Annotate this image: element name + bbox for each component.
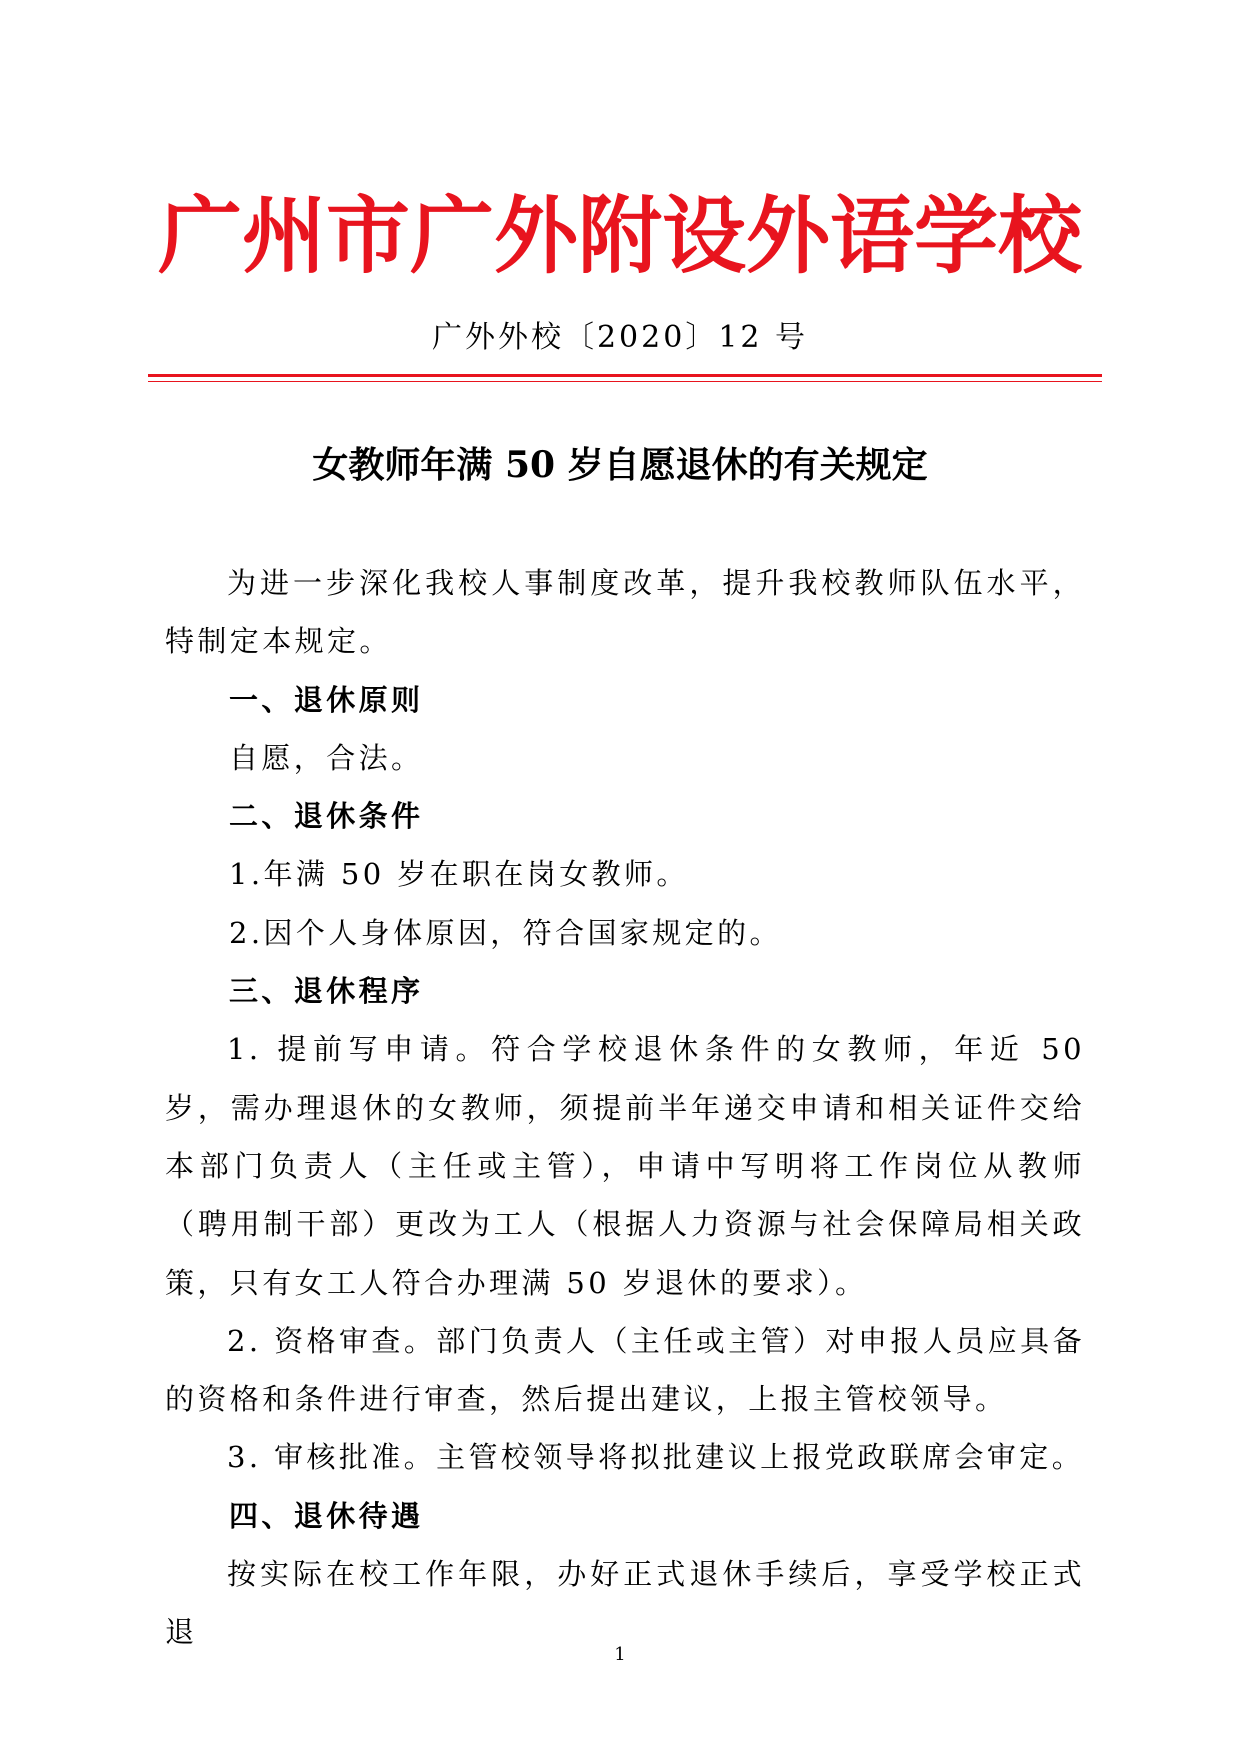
red-divider-thick [148,374,1102,377]
red-divider-thin [148,381,1102,382]
section-heading-benefits: 四、退休待遇 [229,1498,424,1533]
section-heading-conditions: 二、退休条件 [229,799,424,834]
procedure-item-2: 2. 资格审查。部门负责人（主任或主管）对申报人员应具备的资格和条件进行审查，然后提出建议，上报主管校领导。 [165,1323,1085,1417]
procedure-item-3: 3. 审核批准。主管校领导将拟批建议上报党政联席会审定。 [227,1440,1085,1475]
document-body [165,554,1085,1662]
condition-item-2: 2.因个人身体原因，符合国家规定的。 [229,915,782,950]
org-title: 广州市广外附设外语学校 [157,186,1082,285]
section-heading-principles: 一、退休原则 [229,682,424,717]
section-heading-procedure: 三、退休程序 [229,974,424,1009]
procedure-item-1: 1. 提前写申请。符合学校退休条件的女教师，年近 50 岁，需办理退休的女教师，须提前半年递交申请和相关证件交给本部门负责人（主任或主管），申请中写明将工作岗位从教师（聘用制干部）更改为工人（根据人力资源与社会保障局相关政策，只有女工人符合办理满 50 岁退休的要求）。 [165,1032,1085,1300]
condition-item-1: 1.年满 50 岁在职在岗女教师。 [229,857,689,892]
section-text-principles: 自愿，合法。 [229,740,424,775]
page-number: 1 [614,1644,626,1665]
document-title: 女教师年满 50 岁自愿退休的有关规定 [312,444,928,486]
document-number: 广外外校〔2020〕12 号 [431,320,809,355]
section-text-benefits: 按实际在校工作年限，办好正式退休手续后，享受学校正式退 [165,1557,1085,1650]
intro-paragraph: 为进一步深化我校人事制度改革，提升我校教师队伍水平，特制定本规定。 [165,566,1085,659]
